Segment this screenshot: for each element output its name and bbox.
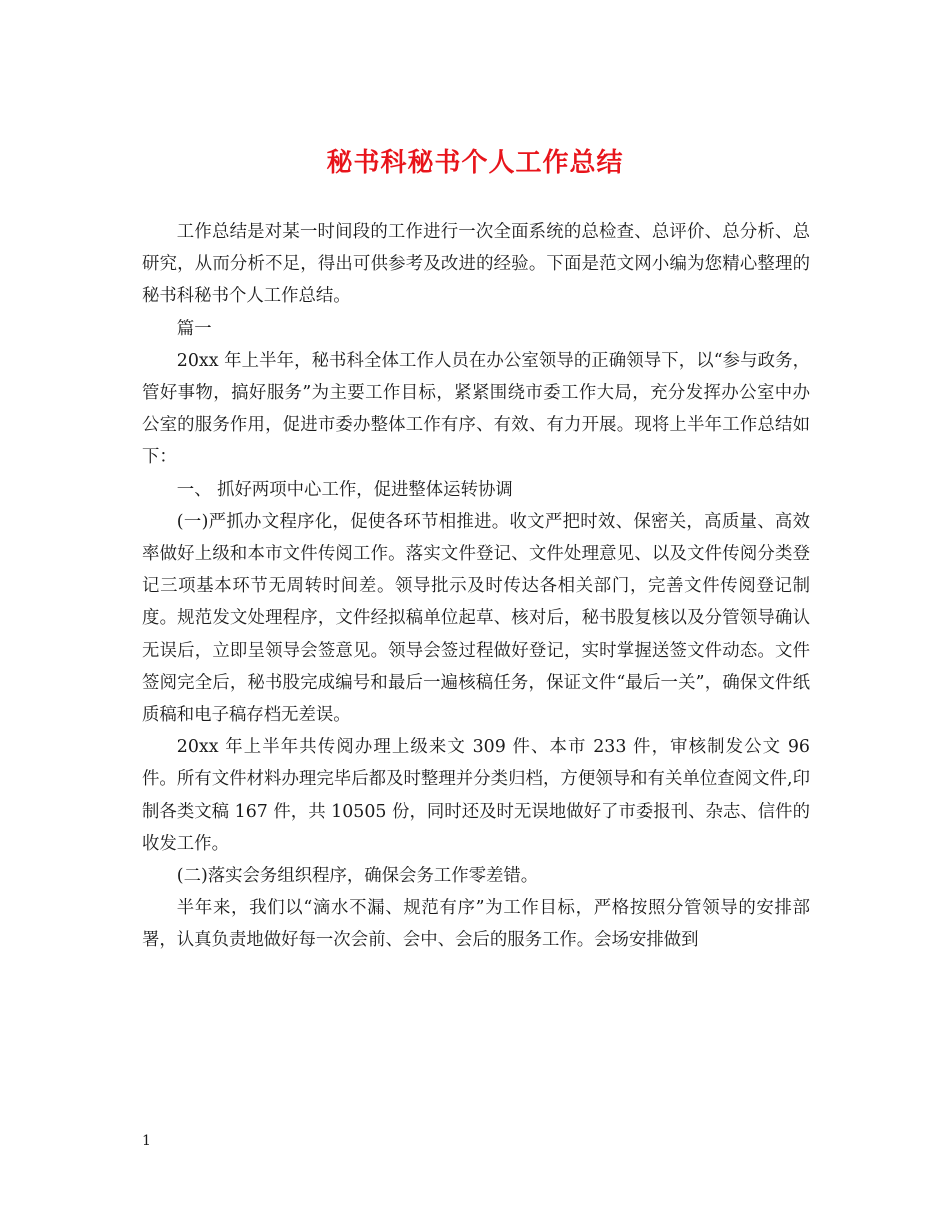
page-number: 1 [142, 1133, 151, 1149]
paragraph-statistics: 20xx 年上半年共传阅办理上级来文 309 件、本市 233 件，审核制发公文 96 件。所有文件材料办理完毕后都及时整理并分类归档，方便领导和有关单位查阅文件,印制各类文稿 167 件，共 10505 份，同时还及时无误地做好了市委报刊、杂志、信件的收发工作。 [142, 737, 810, 854]
paragraph-subheading-two: (二)落实会务组织程序，确保会务工作零差错。 [176, 866, 539, 887]
paragraph-document-processing: (一)严抓办文程序化，促使各环节相推进。收文严把时效、保密关，高质量、高效率做好上级和本市文件传阅工作。落实文件登记、文件处理意见、以及文件传阅分类登记三项基本环节无周转时间差。领导批示及时传达各相关部门，完善文件传阅登记制度。规范发文处理程序，文件经拟稿单位起草、核对后，秘书股复核以及分管领导确认无误后，立即呈领导会签意见。领导会签过程做好登记，实时掌握送签文件动态。文件签阅完全后，秘书股完成编号和最后一遍核稿任务，保证文件“最后一关”，确保文件纸质稿和电子稿存档无差误。 [142, 511, 810, 726]
document-title: 秘书科秘书个人工作总结 [326, 148, 624, 178]
document-body [142, 216, 810, 957]
paragraph-heading-one: 一、 抓好两项中心工作，促进整体运转协调 [176, 479, 513, 500]
paragraph-section-label: 篇一 [176, 318, 212, 339]
paragraph-intro: 工作总结是对某一时间段的工作进行一次全面系统的总检查、总评价、总分析、总研究，从而分析不足，得出可供参考及改进的经验。下面是范文网小编为您精心整理的秘书科秘书个人工作总结。 [142, 222, 810, 307]
paragraph-overview: 20xx 年上半年，秘书科全体工作人员在办公室领导的正确领导下，以“参与政务，管好事物，搞好服务”为主要工作目标，紧紧围绕市委工作大局，充分发挥办公室中办公室的服务作用，促进市委办整体工作有序、有效、有力开展。现将上半年工作总结如下： [142, 350, 810, 468]
paragraph-meeting-service: 半年来，我们以“滴水不漏、规范有序”为工作目标，严格按照分管领导的安排部署，认真负责地做好每一次会前、会中、会后的服务工作。会场安排做到 [142, 898, 810, 951]
